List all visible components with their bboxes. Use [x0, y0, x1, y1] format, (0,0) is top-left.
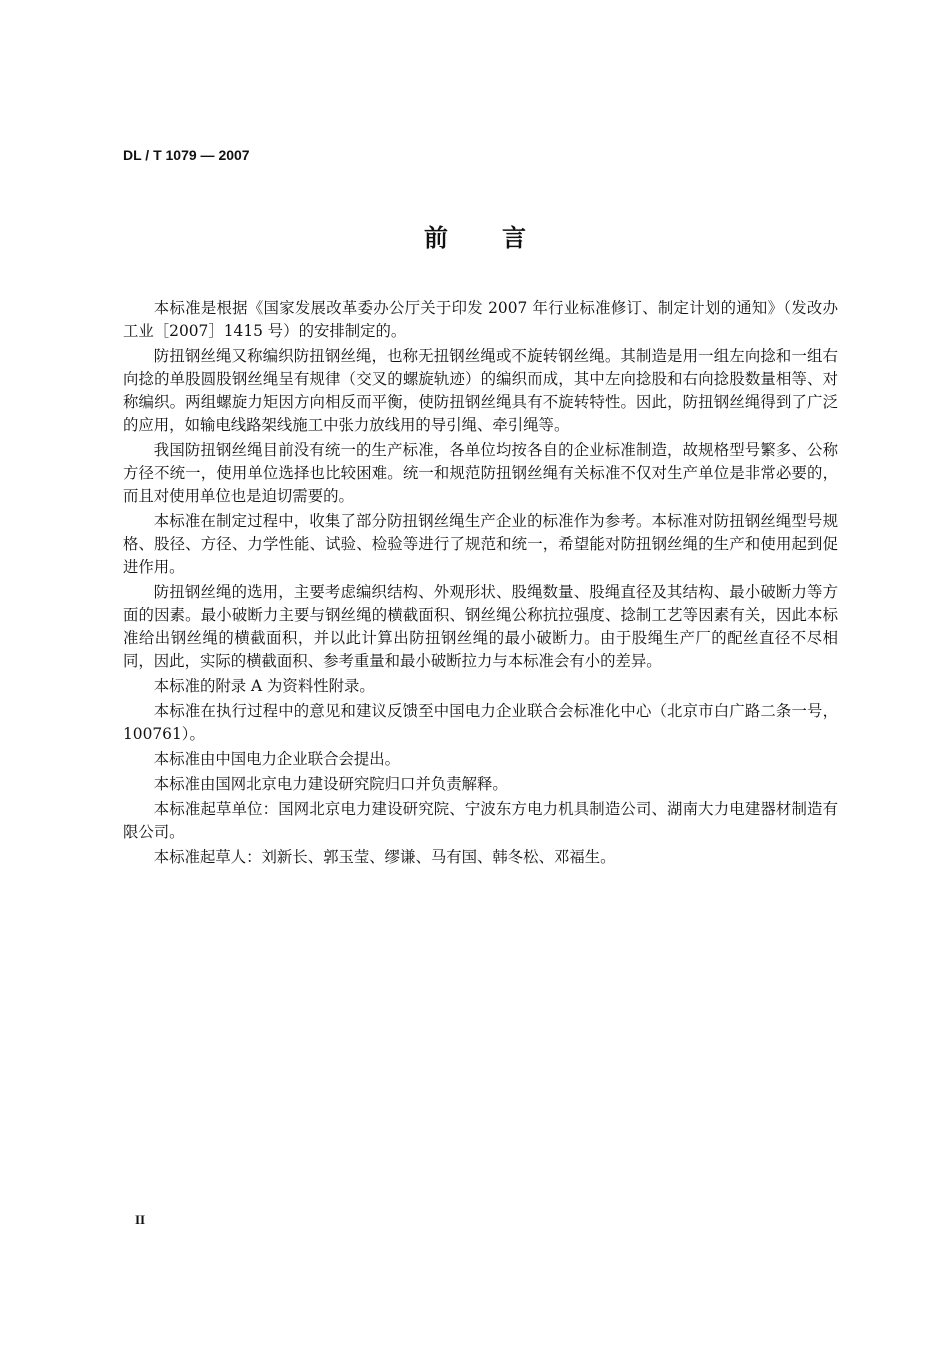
paragraph-interpretation: 本标准由国网北京电力建设研究院归口并负责解释。: [153, 775, 508, 793]
paragraph-proposer: 本标准由中国电力企业联合会提出。: [153, 750, 401, 768]
paragraph-definition: 防扭钢丝绳又称编织防扭钢丝绳，也称无扭钢丝绳或不旋转钢丝绳。其制造是用一组左向捻和一组右向捻的单股圆股钢丝绳呈有规律（交叉的螺旋轨迹）的编织而成，其中左向捻股和右向捻股数量相等、对称编织。两组螺旋力矩因方向相反而平衡，使防扭钢丝绳具有不旋转特性。因此，防扭钢丝绳得到了广泛的应用，如输电线路架线施工中张力放线用的导引绳、牵引绳等。: [123, 347, 838, 434]
paragraph-feedback: 本标准在执行过程中的意见和建议反馈至中国电力企业联合会标准化中心（北京市白广路二条一号，100761）。: [123, 702, 838, 743]
page-title: 前言: [424, 224, 580, 252]
document-code: DL / T 1079 — 2007: [123, 147, 250, 163]
paragraph-drafters: 本标准起草人：刘新长、郭玉莹、缪谦、马有国、韩冬松、邓福生。: [153, 848, 616, 866]
paragraph-drafting-units: 本标准起草单位：国网北京电力建设研究院、宁波东方电力机具制造公司、湖南大力电建器材制造有限公司。: [123, 800, 838, 841]
page-number: II: [135, 1212, 146, 1227]
paragraph-drafting-process: 本标准在制定过程中，收集了部分防扭钢丝绳生产企业的标准作为参考。本标准对防扭钢丝绳型号规格、股径、方径、力学性能、试验、检验等进行了规范和统一，希望能对防扭钢丝绳的生产和使用起到促进作用。: [123, 512, 838, 576]
paragraph-background: 我国防扭钢丝绳目前没有统一的生产标准，各单位均按各自的企业标准制造，故规格型号繁多、公称方径不统一，使用单位选择也比较困难。统一和规范防扭钢丝绳有关标准不仅对生产单位是非常必要的，而且对使用单位也是迫切需要的。: [123, 441, 838, 505]
paragraph-appendix: 本标准的附录 A 为资料性附录。: [153, 677, 375, 695]
paragraph-plan-basis: 本标准是根据《国家发展改革委办公厅关于印发 2007 年行业标准修订、制定计划的通知》（发改办工业［2007］1415 号）的安排制定的。: [123, 299, 838, 340]
paragraph-selection: 防扭钢丝绳的选用，主要考虑编织结构、外观形状、股绳数量、股绳直径及其结构、最小破断力等方面的因素。最小破断力主要与钢丝绳的横截面积、钢丝绳公称抗拉强度、捻制工艺等因素有关，因此本标准给出钢丝绳的横截面积，并以此计算出防扭钢丝绳的最小破断力。由于股绳生产厂的配丝直径不尽相同，因此，实际的横截面积、参考重量和最小破断拉力与本标准会有小的差异。: [123, 583, 838, 670]
document-body: [123, 297, 838, 871]
